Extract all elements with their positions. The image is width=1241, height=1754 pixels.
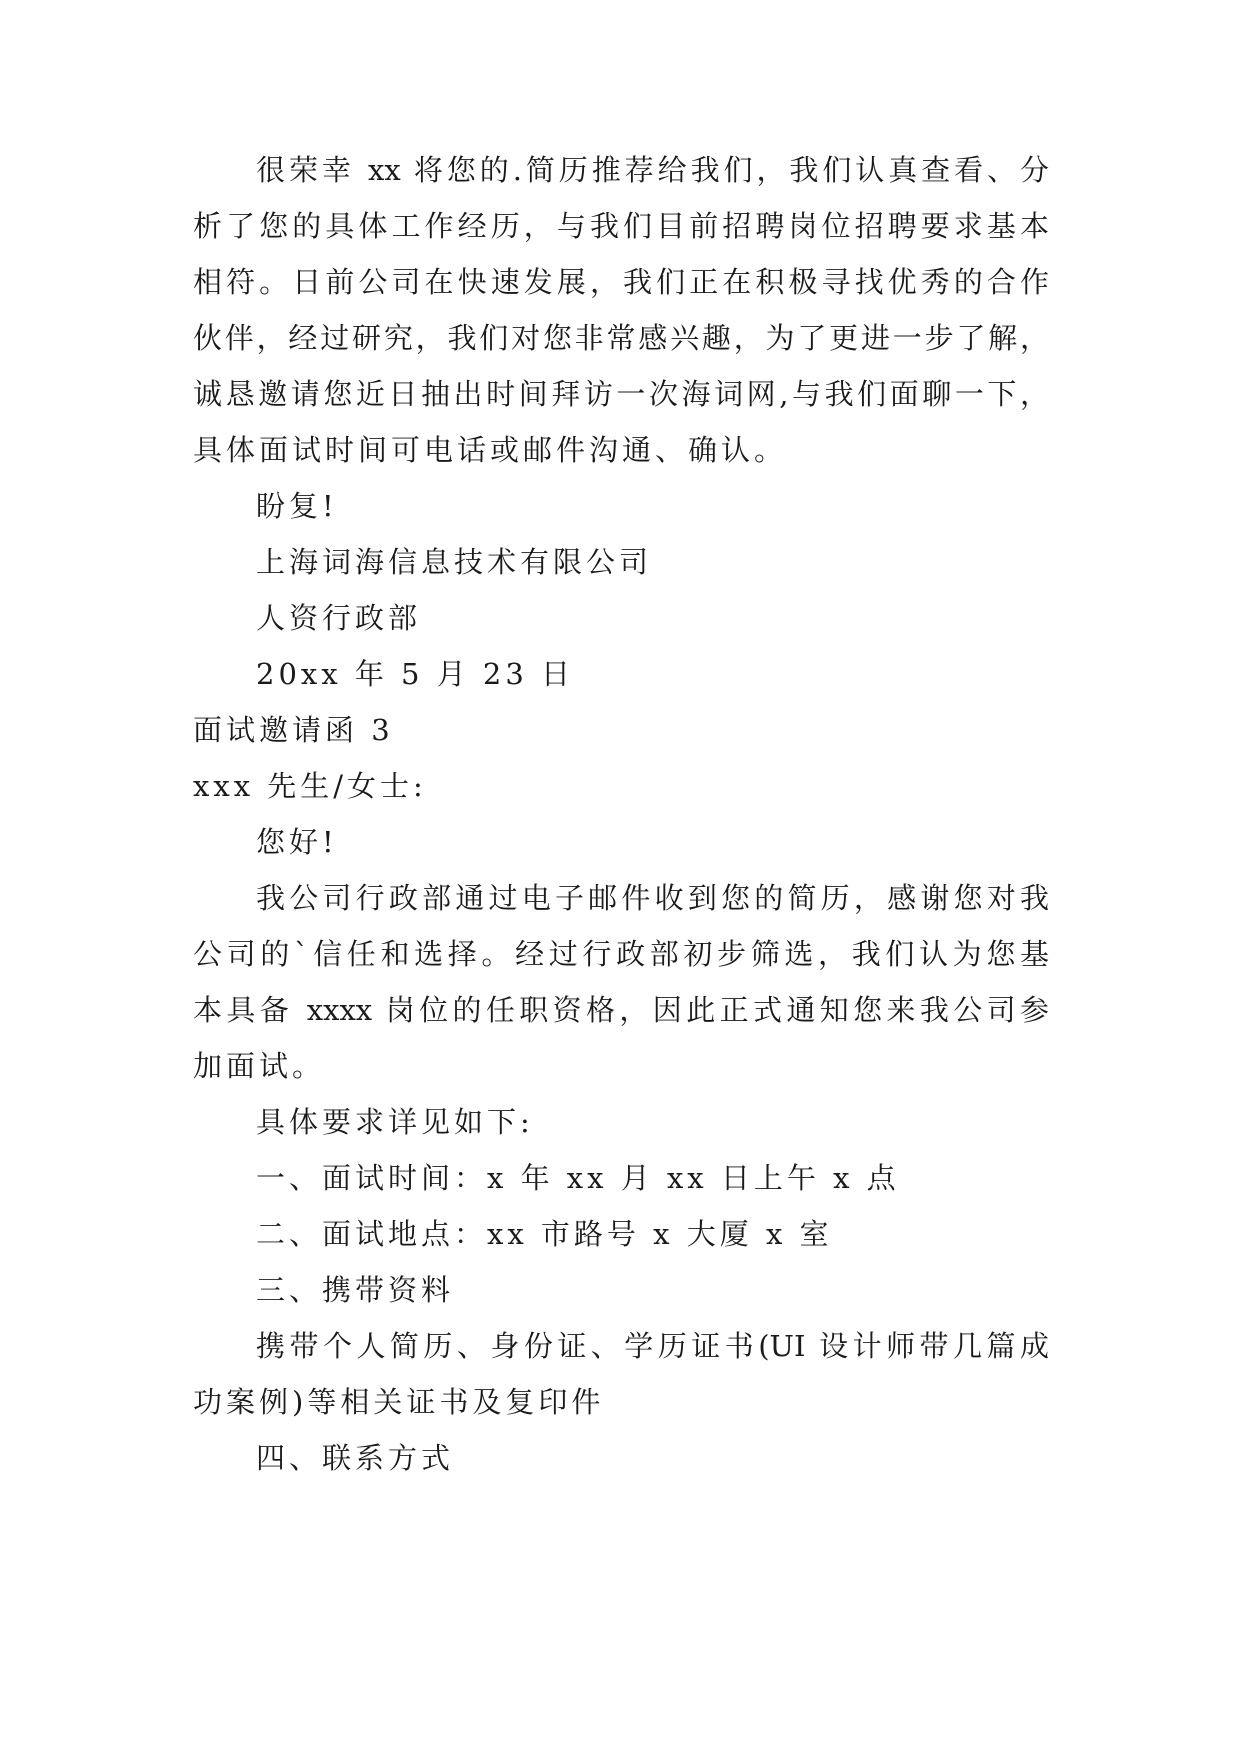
requirement-item: 三、携带资料 — [256, 1273, 455, 1307]
requirement-item: 二、面试地点：xx 市路号 x 大厦 x 室 — [256, 1217, 833, 1251]
requirement-item: 一、面试时间：x 年 xx 月 xx 日上午 x 点 — [256, 1161, 900, 1195]
letter-date: 20xx 年 5 月 23 日 — [256, 657, 575, 691]
paragraph-line: 析了您的具体工作经历，与我们目前招聘岗位招聘要求基本 — [193, 209, 1049, 243]
paragraph-line: 本具备 xxxx 岗位的任职资格，因此正式通知您来我公司参 — [193, 993, 1049, 1027]
paragraph-line: 携带个人简历、身份证、学历证书(UI 设计师带几篇成 — [256, 1329, 1049, 1363]
salutation: xxx 先生/女士: — [193, 769, 427, 803]
department-name: 人资行政部 — [256, 601, 422, 635]
letter-title: 面试邀请函 3 — [193, 713, 394, 747]
paragraph-line: 相符。日前公司在快速发展，我们正在积极寻找优秀的合作 — [193, 265, 1049, 299]
paragraph-line: 功案例)等相关证书及复印件 — [193, 1385, 605, 1419]
requirements-intro: 具体要求详见如下: — [256, 1105, 534, 1139]
greeting: 您好! — [256, 825, 338, 859]
company-name: 上海词海信息技术有限公司 — [256, 545, 653, 579]
closing-text: 盼复! — [256, 489, 338, 523]
paragraph-line: 很荣幸 xx 将您的.简历推荐给我们，我们认真查看、分 — [256, 153, 1049, 187]
paragraph-line: 我公司行政部通过电子邮件收到您的简历，感谢您对我 — [256, 881, 1049, 915]
paragraph-line: 公司的`信任和选择。经过行政部初步筛选，我们认为您基 — [193, 937, 1049, 971]
paragraph-line: 诚恳邀请您近日抽出时间拜访一次海词网,与我们面聊一下， — [193, 377, 1049, 411]
paragraph-line: 具体面试时间可电话或邮件沟通、确认。 — [193, 433, 788, 467]
paragraph-line: 伙伴，经过研究，我们对您非常感兴趣，为了更进一步了解， — [193, 321, 1049, 355]
paragraph-line: 加面试。 — [193, 1049, 326, 1083]
requirement-item: 四、联系方式 — [256, 1441, 455, 1475]
